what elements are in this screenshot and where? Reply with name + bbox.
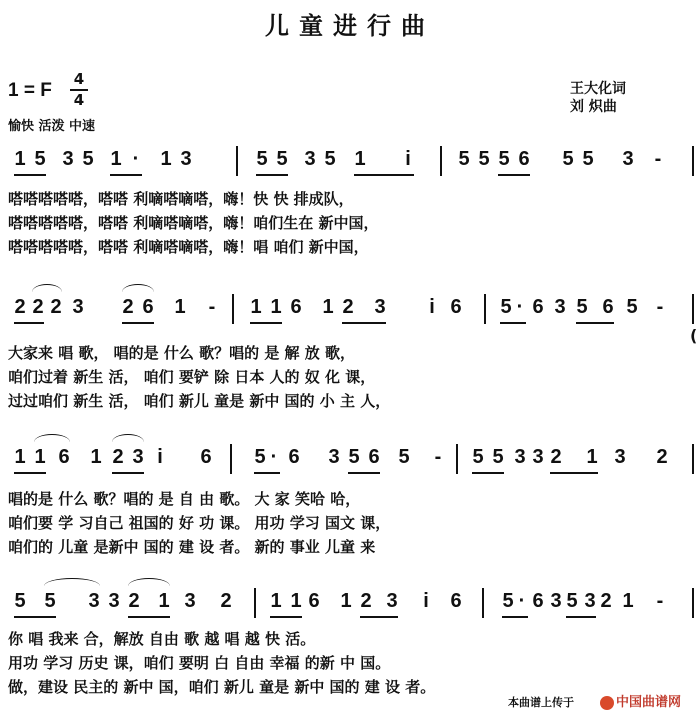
note: 6 [450, 296, 462, 318]
note: 5 [82, 148, 94, 170]
beam-line [14, 616, 56, 618]
beam-line [472, 472, 504, 474]
beam-line [270, 616, 302, 618]
note: 5 [14, 590, 26, 612]
note: 2 [32, 296, 44, 318]
barline [456, 444, 458, 474]
note: · [518, 590, 526, 612]
note: 3 [62, 148, 74, 170]
slur [34, 434, 70, 442]
note: 2 [656, 446, 668, 468]
meter-top: 4 [73, 70, 85, 88]
note: 5 [44, 590, 56, 612]
key-signature: 1 = F [8, 80, 52, 101]
note: i [405, 148, 411, 170]
note: 6 [450, 590, 462, 612]
lyric-line: 做，建设 民主的 新中 国，咱们 新儿 童是 新中 国的 建 设 者。 [8, 678, 436, 696]
lyric-line: 唱的是 什么 歌？唱的 是 自 由 歌。 大 家 笑哈 哈， [8, 490, 361, 508]
note: 1 [322, 296, 334, 318]
note: 1 [110, 148, 122, 170]
note: 2 [50, 296, 62, 318]
note: 6 [290, 296, 302, 318]
note-row [0, 148, 700, 174]
note: 6 [142, 296, 154, 318]
note: 1 [340, 590, 352, 612]
barline [236, 146, 238, 176]
note: 1 [14, 446, 26, 468]
note: 2 [600, 590, 612, 612]
note: 1 [290, 590, 302, 612]
note: · [132, 148, 140, 170]
note: 1 [158, 590, 170, 612]
site-logo[interactable] [600, 691, 696, 713]
barline [692, 444, 694, 474]
note: 3 [184, 590, 196, 612]
note: 3 [554, 296, 566, 318]
note: 1 [354, 148, 366, 170]
note: 5 [492, 446, 504, 468]
note: 1 [270, 590, 282, 612]
barline [692, 146, 694, 176]
song-title: 儿童进行曲 [265, 12, 435, 40]
note: 5 [276, 148, 288, 170]
note: 5 [562, 148, 574, 170]
note-row [0, 590, 700, 616]
note: 5 [398, 446, 410, 468]
barline [232, 294, 234, 324]
slur [122, 284, 154, 292]
beam-line [14, 472, 46, 474]
note: 5 [502, 590, 514, 612]
beam-line [576, 322, 614, 324]
note: 2 [550, 446, 562, 468]
beam-line [110, 174, 142, 176]
note: 3 [108, 590, 120, 612]
note: - [656, 590, 664, 612]
beam-line [354, 174, 414, 176]
barline [440, 146, 442, 176]
barline [482, 588, 484, 618]
note: 5 [498, 148, 510, 170]
note: 1 [14, 148, 26, 170]
lyric-line: 用功 学习 历史 课，咱们 要明 白 自由 幸福 的新 中 国。 [8, 654, 391, 672]
note: - [656, 296, 664, 318]
note: 2 [342, 296, 354, 318]
note: 2 [122, 296, 134, 318]
lyric-line: 嗒嗒嗒嗒嗒，嗒嗒 利嘀嗒嘀嗒，嗨！快 快 排成队， [8, 190, 354, 208]
barline [484, 294, 486, 324]
note: 5 [478, 148, 490, 170]
note: 2 [112, 446, 124, 468]
beam-line [254, 472, 280, 474]
note: - [434, 446, 442, 468]
beam-line [342, 322, 386, 324]
note: 3 [614, 446, 626, 468]
note: 6 [308, 590, 320, 612]
barline [254, 588, 256, 618]
beam-line [128, 616, 170, 618]
note-row [0, 296, 700, 322]
note: 3 [386, 590, 398, 612]
note: 3 [180, 148, 192, 170]
note: 3 [328, 446, 340, 468]
slur [128, 578, 170, 586]
note: 3 [532, 446, 544, 468]
composer: 刘 炽曲 [570, 99, 617, 115]
note: 6 [200, 446, 212, 468]
meter-bottom: 4 [73, 90, 85, 109]
beam-line [14, 322, 44, 324]
beam-line [502, 616, 528, 618]
note: 1 [34, 446, 46, 468]
note: 5 [626, 296, 638, 318]
credits [570, 80, 690, 116]
note: 5 [324, 148, 336, 170]
note: 2 [14, 296, 26, 318]
note: 1 [250, 296, 262, 318]
note: i [423, 590, 429, 612]
beam-line [360, 616, 398, 618]
note: 1 [270, 296, 282, 318]
beam-line [256, 174, 288, 176]
note: - [208, 296, 216, 318]
lyric-line: 大家来 唱 歌， 唱的是 什么 歌？唱的 是 解 放 歌， [8, 344, 356, 362]
lyric-line: 你 唱 我来 合，解放 自由 歌 越 唱 越 快 活。 [8, 630, 316, 648]
tempo-marking: 愉快 活泼 中速 [8, 119, 96, 134]
beam-line [498, 174, 530, 176]
note: 6 [518, 148, 530, 170]
note: 6 [288, 446, 300, 468]
note: 3 [622, 148, 634, 170]
note: · [516, 296, 524, 318]
note: 1 [622, 590, 634, 612]
slur [112, 434, 144, 442]
logo-text: 中国曲谱网 [616, 695, 682, 710]
upload-note: 本曲谱上传于 [508, 696, 574, 709]
note: 3 [584, 590, 596, 612]
note: 3 [72, 296, 84, 318]
lyricist: 王大化词 [570, 81, 626, 97]
beam-line [348, 472, 380, 474]
lyric-line: 嗒嗒嗒嗒嗒，嗒嗒 利嘀嗒嘀嗒，嗨！唱 咱们 新中国， [8, 238, 369, 256]
note: 3 [132, 446, 144, 468]
note: i [157, 446, 163, 468]
note: 2 [128, 590, 140, 612]
beam-line [500, 322, 526, 324]
lyric-line: 嗒嗒嗒嗒嗒，嗒嗒 利嘀嗒嘀嗒，嗨！咱们生在 新中国， [8, 214, 379, 232]
slur [32, 284, 62, 292]
note: 3 [374, 296, 386, 318]
logo-icon [600, 696, 614, 710]
note: 1 [174, 296, 186, 318]
beam-line [566, 616, 596, 618]
note: 2 [360, 590, 372, 612]
note: · [270, 446, 278, 468]
note: 5 [582, 148, 594, 170]
beam-line [14, 174, 46, 176]
note: 3 [88, 590, 100, 612]
note: 6 [602, 296, 614, 318]
note: 5 [254, 446, 266, 468]
note: 5 [576, 296, 588, 318]
note: 6 [368, 446, 380, 468]
barline [692, 294, 694, 324]
note: 3 [550, 590, 562, 612]
note: 1 [160, 148, 172, 170]
lyric-line: 咱们过着 新生 活， 咱们 要铲 除 日本 人的 奴 化 课， [8, 368, 376, 386]
time-signature [70, 71, 88, 109]
slur [44, 578, 100, 586]
note: 5 [566, 590, 578, 612]
barline [692, 588, 694, 618]
lyric-line: 咱们的 儿童 是新中 国的 建 设 者。 新的 事业 儿童 来 [8, 538, 376, 556]
note: 6 [58, 446, 70, 468]
note: i [429, 296, 435, 318]
note: 5 [256, 148, 268, 170]
side-mark: ( [690, 326, 698, 345]
note: 5 [348, 446, 360, 468]
note: 2 [220, 590, 232, 612]
note: - [654, 148, 662, 170]
lyric-line: 过过咱们 新生 活， 咱们 新儿 童是 新中 国的 小 主 人， [8, 392, 391, 410]
note: 5 [472, 446, 484, 468]
barline [230, 444, 232, 474]
note: 3 [514, 446, 526, 468]
note: 1 [586, 446, 598, 468]
note: 3 [304, 148, 316, 170]
note: 5 [34, 148, 46, 170]
beam-line [550, 472, 598, 474]
note: 5 [458, 148, 470, 170]
beam-line [122, 322, 154, 324]
beam-line [250, 322, 282, 324]
note: 5 [500, 296, 512, 318]
note-row [0, 446, 700, 472]
beam-line [112, 472, 144, 474]
note: 1 [90, 446, 102, 468]
note: 6 [532, 296, 544, 318]
lyric-line: 咱们要 学 习自己 祖国的 好 功 课。 用功 学习 国文 课， [8, 514, 391, 532]
note: 6 [532, 590, 544, 612]
